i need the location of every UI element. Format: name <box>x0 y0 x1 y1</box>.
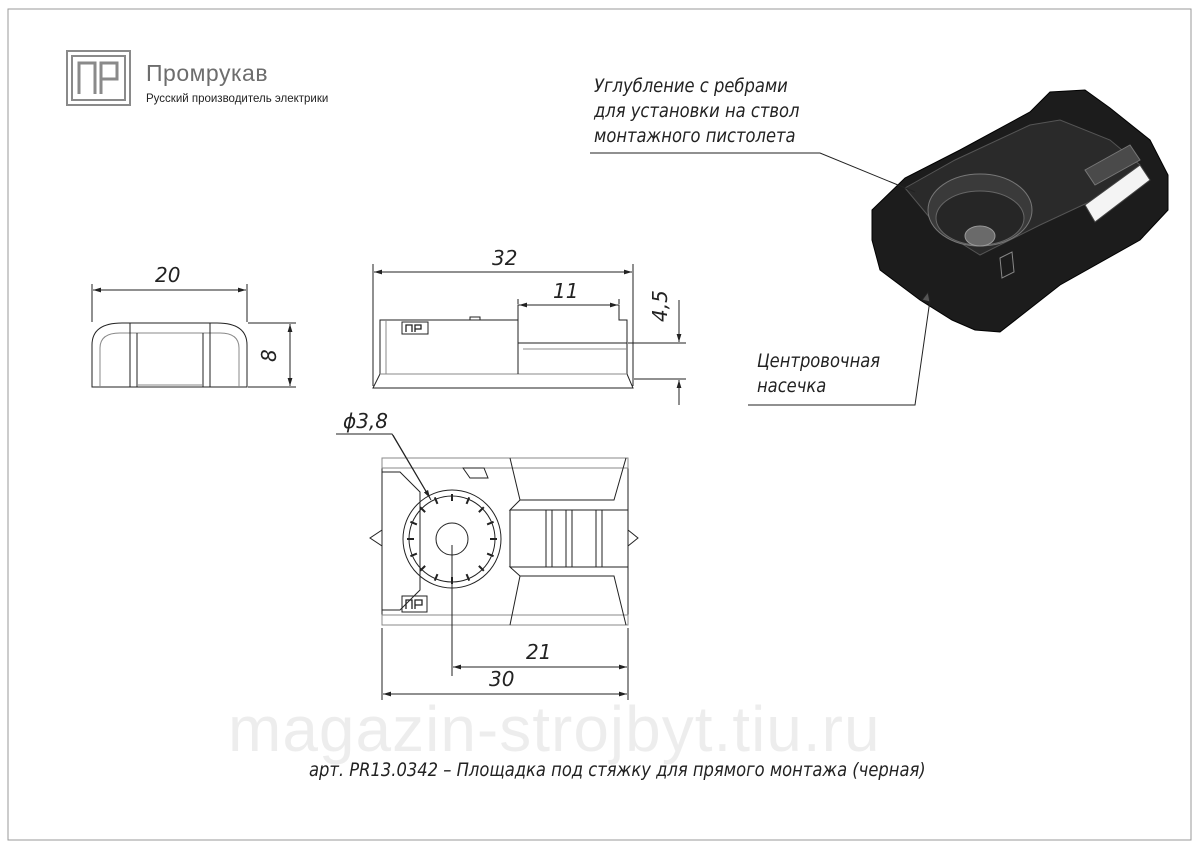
recess-annotation-line: для установки на ствол <box>594 100 800 122</box>
brand-logo-icon <box>67 51 130 105</box>
notch-annotation-line: насечка <box>757 375 827 397</box>
isometric-product-view <box>872 90 1168 332</box>
front-logo-icon <box>402 322 428 334</box>
recess-annotation <box>594 74 799 149</box>
recess-annotation-line: Углубление с ребрами <box>594 75 788 97</box>
plan-logo-icon <box>402 596 427 612</box>
dim-front-recess-length: 11 <box>553 279 579 303</box>
recess-annotation-line: монтажного пистолета <box>594 125 796 147</box>
dim-front-length: 32 <box>492 246 518 270</box>
dim-side-width: 20 <box>155 263 181 287</box>
dim-hole-diameter: ϕ3,8 <box>343 409 388 433</box>
front-view <box>373 305 633 388</box>
brand-tagline: Русский производитель электрики <box>146 93 329 105</box>
dim-plan-length: 30 <box>489 667 515 691</box>
notch-annotation <box>757 349 880 399</box>
side-view-dimensions <box>92 284 296 387</box>
dim-plan-offset: 21 <box>526 640 552 664</box>
drawing-caption: арт. PR13.0342 – Площадка под стяжку для прямого монтажа (черная) <box>309 759 926 781</box>
watermark: magazin-strojbyt.tiu.ru <box>228 693 881 765</box>
notch-annotation-line: Центровочная <box>757 350 881 372</box>
dim-front-recess-depth: 4,5 <box>648 290 672 322</box>
brand-name: Промрукав <box>146 60 269 86</box>
side-view <box>92 323 247 387</box>
dim-side-height: 8 <box>257 349 281 362</box>
